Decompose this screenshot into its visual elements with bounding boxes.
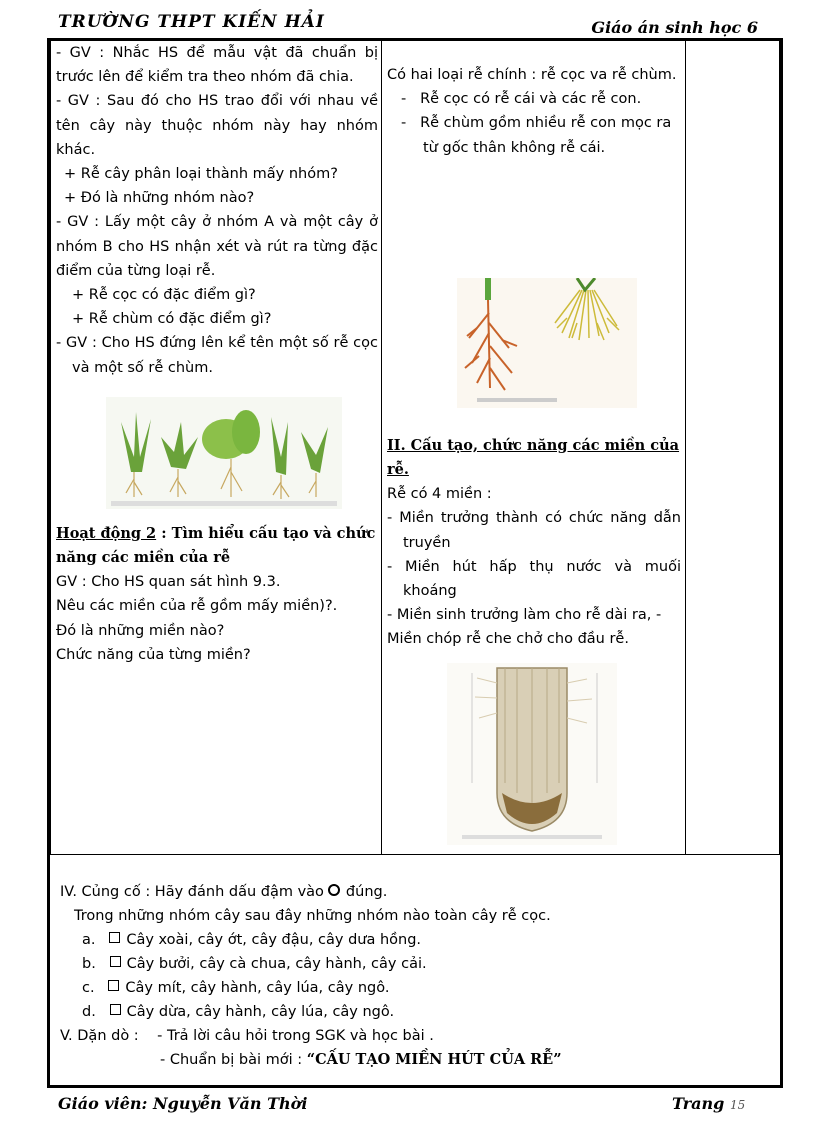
checkbox-icon[interactable] [110, 1004, 121, 1015]
text-line: + Đó là những nhóm nào? [64, 190, 255, 207]
root-types-figure [457, 278, 637, 408]
target-icon [328, 884, 340, 896]
teacher-activity-column [56, 41, 378, 667]
text-line: + Rễ cây phân loại thành mấy nhóm? [64, 166, 338, 183]
text-line: Chức năng của từng miền? [56, 646, 251, 663]
teacher-signature: Giáo viên: Nguyễn Văn Thời [58, 1094, 308, 1113]
text-line: GV : Cho HS quan sát hình 9.3. [56, 574, 281, 591]
text-line: Có hai loại rễ chính : rễ cọc va rễ chùm. [387, 67, 677, 83]
lesson-table [50, 41, 780, 855]
consolidation-section [60, 880, 760, 1072]
subject-title: Giáo án sinh học 6 [591, 18, 758, 37]
page-number: Trang 15 [672, 1094, 746, 1113]
text-line: Rễ có 4 miền : [387, 486, 492, 503]
text-line: - GV : Sau đó cho HS trao đổi với nhau về tên cây này thuộc nhóm này hay nhóm khác. [56, 93, 378, 158]
checkbox-icon[interactable] [109, 932, 120, 943]
text-line: - GV : Nhắc HS để mẫu vật đã chuẩn bị trước lên để kiểm tra theo nhóm đã chia. [56, 45, 378, 86]
root-zones-figure [447, 663, 617, 845]
zone-item: - Miền hút hấp thụ nước và muối khoáng [387, 558, 681, 600]
activity-heading: Hoạt động 2 : Tìm hiểu cấu tạo và chức năng các miền của rễ [56, 524, 376, 567]
checkbox-icon[interactable] [108, 980, 119, 991]
option-c: c. Cây mít, cây hành, cây lúa, cây ngô. [82, 980, 390, 996]
plants-figure [106, 397, 342, 509]
homework-line-1: V. Dặn dò : - Trả lời câu hỏi trong SGK và học bài . [60, 1028, 434, 1044]
question: Trong những nhóm cây sau đây những nhóm nào toàn cây rễ cọc. [74, 908, 551, 924]
text-line: Đó là những miền nào? [56, 622, 225, 639]
section-heading: II. Cấu tạo, chức năng các miền của rễ. [387, 436, 680, 479]
zone-item: - Miền trưởng thành có chức năng dẫn truyền [387, 510, 681, 551]
text-line: - GV : Cho HS đứng lên kể tên một số rễ cọc và một số rễ chùm. [56, 335, 378, 376]
consolidation-heading: IV. Củng cố : Hãy đánh dấu đậm vào đúng. [60, 884, 388, 900]
zone-item: - Miền sinh trưởng làm cho rễ dài ra, - Miền chóp rễ che chở cho đầu rễ. [387, 607, 662, 648]
text-line: Nêu các miền của rễ gồm mấy miền)?. [56, 598, 338, 615]
text-line: + Rễ cọc có đặc điểm gì? [72, 287, 256, 304]
text-line: + Rễ chùm có đặc điểm gì? [72, 311, 272, 328]
content-column [387, 63, 681, 652]
option-d: d. Cây dừa, cây hành, cây lúa, cây ngô. [82, 1004, 395, 1020]
list-item: - Rễ chùm gồm nhiều rễ con mọc ra từ gốc thân không rễ cái. [401, 115, 672, 156]
school-name: TRƯỜNG THPT KIẾN HẢI [58, 12, 325, 32]
checkbox-icon[interactable] [110, 956, 121, 967]
text-line: - GV : Lấy một cây ở nhóm A và một cây ở nhóm B cho HS nhận xét và rút ra từng đặc điểm của từng loại rễ. [56, 214, 378, 279]
homework-line-2: - Chuẩn bị bài mới : “CẤU TẠO MIỀN HÚT CỦA RỄ” [160, 1051, 562, 1068]
option-a: a. Cây xoài, cây ớt, cây đậu, cây dưa hồng. [82, 932, 422, 948]
list-item: - Rễ cọc có rễ cái và các rễ con. [401, 91, 642, 108]
option-b: b. Cây bưởi, cây cà chua, cây hành, cây cải. [82, 956, 427, 972]
